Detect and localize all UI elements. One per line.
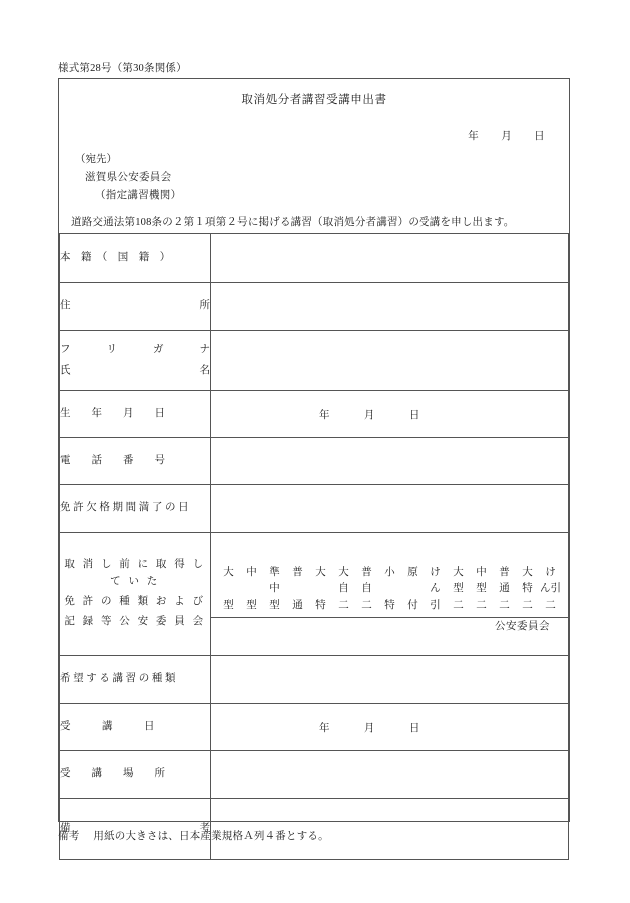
table-row-kibou: [60, 656, 569, 704]
license-type-char-bottom: 特: [315, 600, 326, 612]
license-type-char-top: 準: [269, 566, 280, 578]
form-number: 様式第28号（第30条関係）: [58, 63, 187, 74]
license-type-char-top: 普: [361, 566, 372, 578]
license-type-char-bottom: 二: [453, 600, 464, 612]
license-type-char-top: 大: [453, 566, 464, 578]
row-label-menkyo-shurui: [60, 533, 211, 656]
license-type-column[interactable]: [540, 566, 561, 614]
license-type-char-mid: ん引: [540, 583, 561, 595]
license-type-char-bottom: 二: [361, 600, 372, 612]
furigana-char-3: ガ: [153, 344, 164, 356]
license-type-column[interactable]: [333, 566, 354, 614]
biko-label-left: 備: [60, 822, 71, 834]
license-type-char-mid: 特: [522, 583, 533, 595]
row-value-menkyo-shurui: [211, 533, 569, 656]
license-type-char-bottom: 二: [522, 600, 533, 612]
row-label-furigana-shimei: [60, 331, 211, 391]
row-label-denwa: 電 話 番 号: [60, 438, 211, 485]
row-label-honseki: 本 籍 （ 国 籍 ）: [60, 234, 211, 283]
license-type-char-bottom: 二: [499, 600, 510, 612]
form-frame: [58, 78, 570, 834]
license-type-column[interactable]: [494, 566, 515, 614]
license-type-char-top: 小: [384, 566, 395, 578]
license-type-char-top: 普: [499, 566, 510, 578]
addressee-prefix: （宛先）: [75, 154, 117, 165]
furigana-char-1: フ: [60, 344, 71, 356]
row-value-furigana-shimei[interactable]: [211, 331, 569, 391]
table-row-jukoubi: [60, 704, 569, 751]
license-type-char-bottom: 二: [338, 600, 349, 612]
license-type-column[interactable]: [448, 566, 469, 614]
license-type-char-bottom: 型: [223, 600, 234, 612]
license-type-char-top: け: [430, 566, 441, 578]
table-row-seinengappi: [60, 391, 569, 438]
committee-label: 公安委員会: [495, 620, 550, 632]
row-label-jusho: [60, 283, 211, 331]
biko-label-right: 考: [199, 822, 210, 834]
table-row-jusho: [60, 283, 569, 331]
row-label-jukoubi: 受 講 日: [60, 704, 211, 751]
footnote: [58, 828, 329, 843]
date-year-label: 年: [468, 131, 480, 142]
menkyo-label-line2: 免 許 の 種 類 お よ び: [64, 596, 206, 607]
license-type-column[interactable]: [218, 566, 239, 614]
row-value-denwa[interactable]: [211, 438, 569, 485]
row-label-seinengappi: 生 年 月 日: [60, 391, 211, 438]
license-type-char-bottom: 特: [384, 600, 395, 612]
license-type-char-top: 中: [246, 566, 257, 578]
license-type-column[interactable]: [471, 566, 492, 614]
row-value-jusho[interactable]: [211, 283, 569, 331]
row-label-kekkaku: 免 許 欠 格 期 間 満 了 の 日: [60, 485, 211, 533]
row-value-jukoubi[interactable]: [211, 704, 569, 751]
license-type-char-top: 中: [476, 566, 487, 578]
table-row-honseki: [60, 234, 569, 283]
form-header: [59, 79, 569, 233]
footnote-label: 備考: [58, 831, 80, 842]
submission-date-line: [468, 128, 545, 143]
application-table: [59, 233, 569, 860]
furigana-char-4: ナ: [199, 344, 210, 356]
addressee-authority: 滋賀県公安委員会: [85, 172, 172, 183]
row-value-kekkaku[interactable]: [211, 485, 569, 533]
license-type-char-bottom: 型: [246, 600, 257, 612]
row-value-seinengappi[interactable]: [211, 391, 569, 438]
license-type-char-bottom: 型: [269, 600, 280, 612]
license-type-char-bottom: 付: [407, 600, 418, 612]
row-label-jusho-right: 所: [199, 300, 210, 312]
jukou-year-label: 年: [319, 722, 330, 734]
license-type-column[interactable]: [356, 566, 377, 614]
license-type-column[interactable]: [402, 566, 423, 614]
license-type-char-mid: 型: [476, 583, 487, 595]
jukou-month-label: 月: [363, 722, 375, 734]
license-types-wrap: [211, 556, 568, 633]
row-value-kibou[interactable]: [211, 656, 569, 704]
license-type-char-mid: 自: [338, 583, 349, 595]
table-row-jukou-basho: [60, 751, 569, 799]
date-day-label: 日: [534, 131, 545, 142]
license-type-char-top: 原: [407, 566, 418, 578]
license-type-char-mid: 通: [499, 583, 510, 595]
license-type-char-top: 大: [315, 566, 326, 578]
furigana-char-2: リ: [106, 344, 117, 356]
license-type-char-mid: 型: [453, 583, 464, 595]
license-type-column[interactable]: [517, 566, 538, 614]
table-row-furigana-shimei: [60, 331, 569, 391]
license-type-char-bottom: 通: [292, 600, 303, 612]
row-label-jukou-basho: 受 講 場 所: [60, 751, 211, 799]
license-type-char-top: 大: [223, 566, 234, 578]
license-type-char-bottom: 引: [430, 600, 441, 612]
license-type-column[interactable]: [425, 566, 446, 614]
license-type-char-top: 大: [338, 566, 349, 578]
table-row-kekkaku: [60, 485, 569, 533]
license-type-char-mid: 自: [361, 583, 372, 595]
license-type-char-bottom: 二: [545, 600, 556, 612]
license-type-char-top: け: [545, 566, 556, 578]
birth-month-label: 月: [363, 409, 375, 421]
footnote-text: 用紙の大きさは、日本産業規格Ａ列４番とする。: [93, 831, 329, 842]
license-type-column[interactable]: [241, 566, 262, 614]
license-type-column[interactable]: [310, 566, 331, 614]
birth-year-label: 年: [319, 409, 330, 421]
addressee-institution: （指定講習機関）: [95, 190, 182, 201]
row-value-jukou-basho[interactable]: [211, 751, 569, 799]
row-value-honseki[interactable]: [211, 234, 569, 283]
license-type-char-mid: ん: [430, 583, 441, 595]
shimei-char-1: 氏: [60, 364, 71, 376]
date-month-label: 月: [501, 131, 513, 142]
shimei-char-2: 名: [199, 364, 210, 376]
license-type-char-mid: 中: [269, 583, 280, 595]
license-type-char-top: 普: [292, 566, 303, 578]
license-type-char-bottom: 二: [476, 600, 487, 612]
committee-field[interactable]: [211, 618, 568, 633]
row-label-jusho-left: 住: [60, 300, 71, 312]
application-statement: 道路交通法第108条の２第１項第２号に掲げる講習（取消処分者講習）の受講を申し出ます。: [71, 217, 515, 228]
license-type-column[interactable]: [264, 566, 285, 614]
menkyo-label-line3: 記 録 等 公 安 委 員 会: [64, 616, 206, 628]
menkyo-label-line1: 取 消 し 前 に 取 得 し て い た: [64, 559, 206, 587]
license-type-column[interactable]: [379, 566, 400, 614]
birth-day-label: 日: [408, 409, 420, 421]
license-types-grid[interactable]: [211, 556, 568, 618]
license-type-column[interactable]: [287, 566, 308, 614]
page-title: 取消処分者講習受講申出書: [241, 94, 387, 106]
jukou-day-label: 日: [408, 722, 420, 734]
row-label-kibou: 希 望 す る 講 習 の 種 類: [60, 656, 211, 704]
license-type-char-top: 大: [522, 566, 533, 578]
table-row-denwa: [60, 438, 569, 485]
table-row-menkyo-shurui: [60, 533, 569, 656]
